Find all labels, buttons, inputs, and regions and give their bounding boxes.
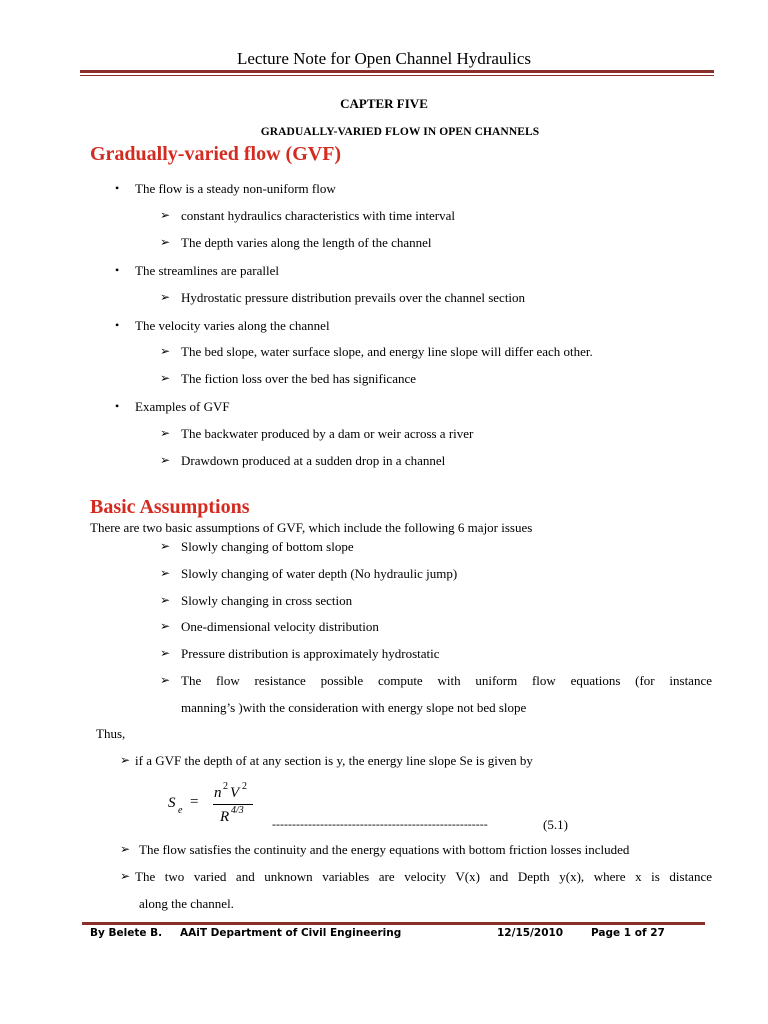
arrow-bullet-icon: ➢ [120, 753, 131, 767]
equation-num-n-exp: 2 [223, 781, 228, 792]
equation-den-exp: 4/3 [231, 805, 244, 816]
list-item: The flow is a steady non-uniform flow [135, 181, 336, 196]
arrow-bullet-icon: ➢ [160, 371, 171, 385]
bullet-icon: • [115, 399, 120, 413]
bullet-icon: • [115, 263, 120, 277]
list-item: Slowly changing in cross section [181, 593, 353, 608]
equation-lhs: S [168, 795, 176, 811]
list-item: The bed slope, water surface slope, and energy line slope will differ each other. [181, 344, 593, 359]
bullet-icon: • [115, 181, 120, 195]
list-item: The two varied and unknown variables are velocity V(x) and Depth y(x), where x is distance [135, 869, 712, 884]
equation-equals: = [190, 794, 199, 810]
list-item: The flow resistance possible compute with uniform flow equations (for instance [181, 673, 712, 688]
list-item: if a GVF the depth of at any section is y, the energy line slope Se is given by [135, 753, 533, 768]
intro-text: There are two basic assumptions of GVF, which include the following 6 major issues [90, 520, 533, 535]
equation-leader-dashes: ------------------------------------------------------ [272, 817, 488, 831]
equation-num-v-exp: 2 [242, 781, 247, 792]
thus-text: Thus, [96, 726, 126, 741]
list-item-continuation: along the channel. [139, 896, 234, 911]
bullet-icon: • [115, 318, 120, 332]
chapter-subtitle: GRADUALLY-VARIED FLOW IN OPEN CHANNELS [260, 126, 540, 138]
footer-date: 12/15/2010 [497, 927, 564, 939]
arrow-bullet-icon: ➢ [160, 673, 171, 687]
footer-rule [82, 922, 705, 925]
list-item: The velocity varies along the channel [135, 318, 330, 333]
header-rule [80, 70, 714, 73]
arrow-bullet-icon: ➢ [160, 566, 171, 580]
list-item: The backwater produced by a dam or weir across a river [181, 426, 474, 441]
equation-5-1 [168, 781, 268, 831]
arrow-bullet-icon: ➢ [160, 290, 171, 304]
arrow-bullet-icon: ➢ [160, 344, 171, 358]
header-title: Lecture Note for Open Channel Hydraulics [236, 49, 532, 68]
chapter-label: CAPTER FIVE [340, 96, 428, 111]
list-item: Pressure distribution is approximately hydrostatic [181, 646, 440, 661]
arrow-bullet-icon: ➢ [160, 208, 171, 222]
list-item: The depth varies along the length of the channel [181, 235, 432, 250]
arrow-bullet-icon: ➢ [160, 235, 171, 249]
arrow-bullet-icon: ➢ [160, 453, 171, 467]
equation-den-r: R [220, 809, 230, 825]
list-item: constant hydraulics characteristics with time interval [181, 208, 455, 223]
footer-page-number: Page 1 of 27 [591, 927, 665, 939]
list-item: Hydrostatic pressure distribution prevails over the channel section [181, 290, 526, 305]
list-item: The fiction loss over the bed has significance [181, 371, 417, 386]
arrow-bullet-icon: ➢ [160, 539, 171, 553]
list-item-continuation: manning’s )with the consideration with energy slope not bed slope [181, 700, 527, 715]
section-heading-assumptions: Basic Assumptions [90, 496, 250, 518]
arrow-bullet-icon: ➢ [160, 619, 171, 633]
list-item: One-dimensional velocity distribution [181, 619, 379, 634]
footer-author: By Belete B. [90, 927, 163, 939]
header-rule-thin [80, 75, 714, 76]
section-heading-gvf: Gradually-varied flow (GVF) [90, 143, 342, 165]
equation-lhs-sub: e [178, 805, 183, 816]
equation-num-n: n [214, 785, 222, 801]
equation-num-v: V [230, 785, 240, 801]
list-item: The streamlines are parallel [135, 263, 280, 278]
list-item: Drawdown produced at a sudden drop in a channel [181, 453, 446, 468]
arrow-bullet-icon: ➢ [120, 869, 131, 883]
list-item: Slowly changing of water depth (No hydraulic jump) [181, 566, 458, 581]
list-item: Slowly changing of bottom slope [181, 539, 354, 554]
arrow-bullet-icon: ➢ [160, 646, 171, 660]
list-item: The flow satisfies the continuity and the energy equations with bottom friction losses included [139, 842, 630, 857]
arrow-bullet-icon: ➢ [160, 593, 171, 607]
arrow-bullet-icon: ➢ [160, 426, 171, 440]
footer-department: AAiT Department of Civil Engineering [180, 927, 402, 939]
arrow-bullet-icon: ➢ [120, 842, 131, 856]
equation-number: (5.1) [543, 817, 568, 832]
list-item: Examples of GVF [135, 399, 230, 414]
